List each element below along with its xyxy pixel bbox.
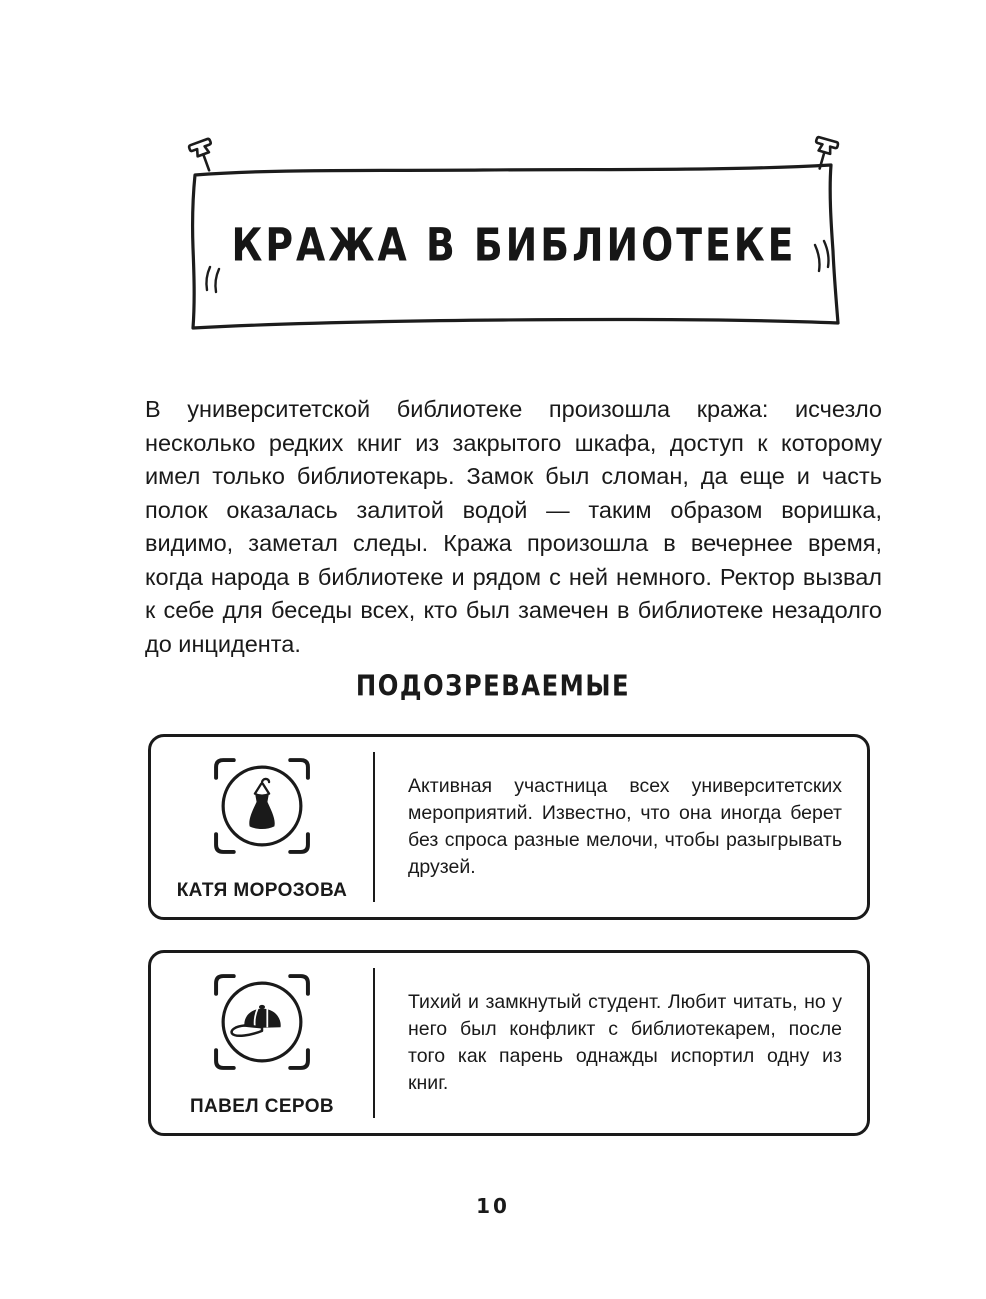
suspect-icon-column <box>151 953 373 1133</box>
intro-paragraph: В университетской библиотеке произошла кража: исчезло несколько редких книг из закрытого шкафа, доступ к которому имел только библиотекарь. Замок был сломан, да еще и часть полок оказалась залитой водой — таким образом воришка, видимо, заметал следы. Кража произошла в вечернее время, когда народа в библиотеке и рядом с ней немного. Ректор вызвал к себе для беседы всех, кто был замечен в библиотеке незадолго до инцидента. <box>145 396 882 657</box>
card-divider <box>373 968 375 1118</box>
suspect-description: Активная участница всех университетских мероприятий. Известно, что она иногда берет без спроса разные мелочи, чтобы разыгрывать друзей. <box>408 775 842 878</box>
suspect-name: КАТЯ МОРОЗОВА <box>176 880 348 901</box>
page-title: КРАЖА В БИБЛИОТЕКЕ <box>231 218 797 272</box>
section-heading: ПОДОЗРЕВАЕМЫЕ <box>355 670 631 703</box>
suspect-name: ПАВЕЛ СЕРОВ <box>189 1096 335 1117</box>
pushpin-icon <box>189 138 220 174</box>
page-number: 10 <box>476 1194 510 1218</box>
card-divider <box>373 752 375 902</box>
suspect-card <box>148 734 870 920</box>
suspect-description: Тихий и замкнутый студент. Любит читать, но у него был конфликт с библиотекарем, после того как парень однажды испортил одну из книг. <box>408 991 842 1094</box>
title-banner <box>183 133 845 338</box>
cap-icon <box>209 969 315 1080</box>
suspect-card <box>148 950 870 1136</box>
dress-icon <box>209 753 315 864</box>
suspect-icon-column <box>151 737 373 917</box>
